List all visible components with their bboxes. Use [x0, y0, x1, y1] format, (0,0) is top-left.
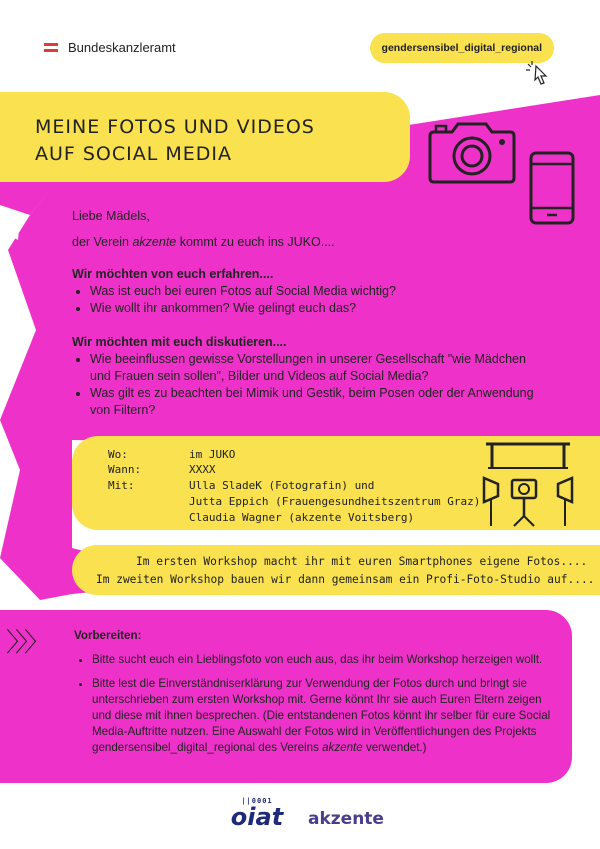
prepare-list [74, 652, 562, 756]
list-item: • Was ist euch bei euren Fotos auf Social Media wichtig? [90, 283, 532, 300]
chevrons-right-icon: 〉〉〉 [6, 628, 47, 658]
oiat-logo: ||0001 oiat [230, 797, 284, 831]
date-label: Wann: [108, 463, 142, 476]
page-title: MEINE FOTOS UND VIDEOS AUF SOCIAL MEDIA [35, 116, 315, 165]
camera-icon [424, 118, 520, 188]
cursor-click-icon [522, 60, 552, 86]
greeting: Liebe Mädels, [72, 209, 150, 223]
list-item: • Wie beeinflussen gewisse Vorstellungen in unserer Gesellschaft "wie Mädchen und Frauen sein sollen", Bilder und Videos auf Social Media? [90, 351, 542, 385]
list-item: • Bitte lest die Einverständniserklärung zur Verwendung der Fotos durch und bringt sie unterschrieben zum ersten Workshop mit. Gerne könnt Ihr sie auch Euren Eltern zeigen und diese mit ihnen besprechen. (Die entstandenen Fotos könnt ihr selber für eure Social Media-Auftritte nutzen. Eine Auswahl der Fotos wird in Veröffentlichungen des Projekts gendersensibel_digital_regional des Vereins akzente verwendet.) [92, 676, 562, 756]
smartphone-icon [528, 150, 576, 226]
akzente-logo: akzente [308, 809, 384, 829]
workshop-line-1: Im ersten Workshop macht ihr mit euren Smartphones eigene Fotos.... [136, 555, 588, 568]
austria-flag-icon [44, 43, 58, 52]
section-heading: Wir möchten von euch erfahren.... [72, 267, 274, 281]
with-label: Mit: [108, 479, 135, 492]
workshop-info-box [72, 545, 600, 595]
section-experience [72, 266, 532, 317]
section-discuss [72, 334, 542, 419]
list-item: • Wie wollt ihr ankommen? Wie gelingt euch das? [90, 300, 532, 317]
intro-line: der Verein akzente kommt zu euch ins JUKO.... [72, 235, 335, 249]
prepare-heading: Vorbereiten: [74, 629, 142, 642]
org-name: Bundeskanzleramt [68, 40, 176, 55]
date-value: XXXX [189, 463, 216, 476]
location-label: Wo: [108, 448, 128, 461]
location-value: im JUKO [189, 448, 236, 461]
with-person-2: Jutta Eppich (Frauengesundheitszentrum Graz) [189, 495, 481, 508]
list-item: • Was gilt es zu beachten bei Mimik und Gestik, beim Posen oder der Anwendung von Filtern? [90, 385, 542, 419]
list-item: • Bitte sucht euch ein Lieblingsfoto von euch aus, das ihr beim Workshop herzeigen wollt. [92, 652, 562, 668]
section-heading: Wir möchten mit euch diskutieren.... [72, 335, 287, 349]
with-person-1: Ulla SladeK (Fotografin) und [189, 479, 375, 492]
photo-studio-icon [478, 438, 578, 530]
hashtag-badge: gendersensibel_digital_regional [370, 33, 554, 63]
bundeskanzleramt-logo [44, 40, 176, 55]
with-person-3: Claudia Wagner (akzente Voitsberg) [189, 511, 415, 524]
workshop-line-2: Im zweiten Workshop bauen wir dann gemeinsam ein Profi-Foto-Studio auf.... [96, 573, 595, 586]
